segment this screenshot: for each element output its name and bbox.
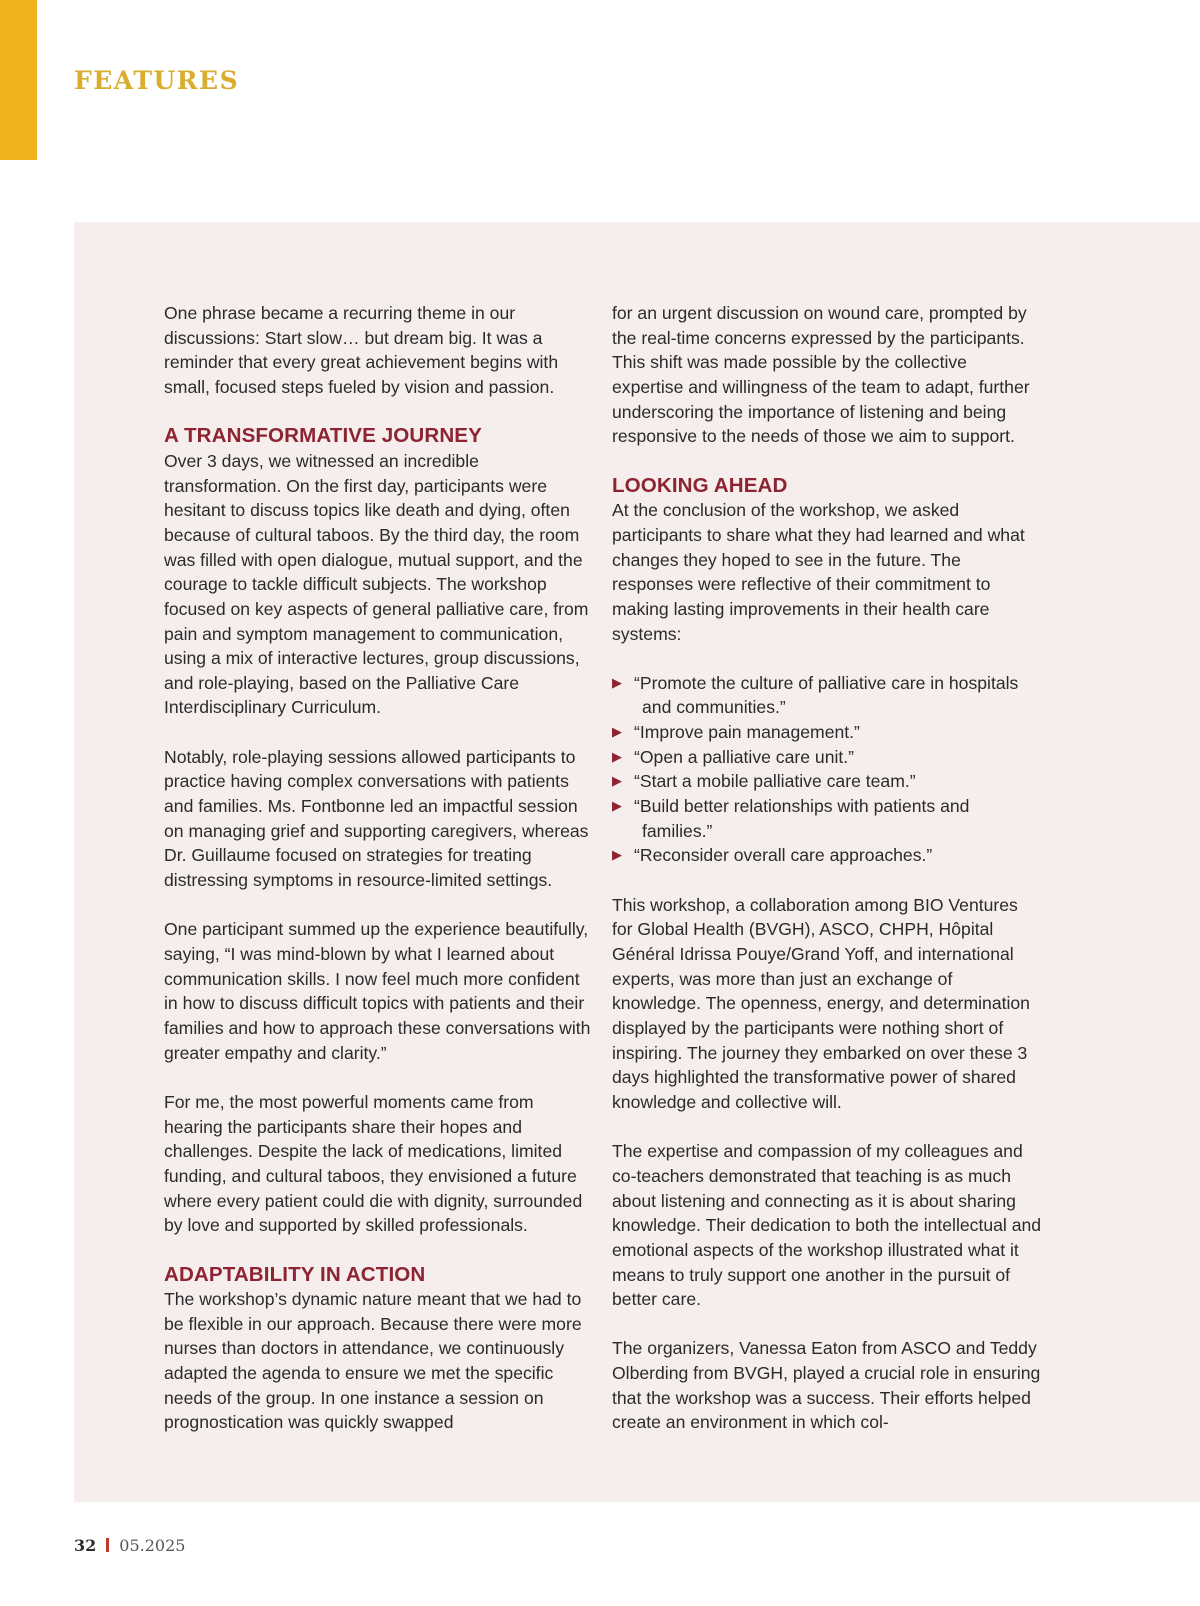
paragraph: The workshop’s dynamic nature meant that we had to be flexible in our approach. Because there were more nurses than doctors in attendance, we continuously adapted the agenda to ensure we met the specific needs of the group. In one instance a session on prognostication was quickly swapped	[164, 1289, 582, 1433]
participant-quotes-list	[612, 671, 1042, 868]
accent-bar	[0, 0, 37, 160]
page-footer	[74, 1536, 185, 1555]
list-item: ▶ “Open a palliative care unit.”	[612, 745, 1042, 770]
footer-divider	[106, 1538, 109, 1552]
paragraph: Over 3 days, we witnessed an incredible transformation. On the first day, participants were hesitant to discuss topics like death and dying, often because of cultural taboos. By the third day, the room was filled with open dialogue, mutual support, and the courage to tackle difficult subjects. The workshop focused on key aspects of general palliative care, from pain and symptom management to communication, using a mix of interactive lectures, group discussions, and role-playing, based on the Palliative Care Interdisciplinary Curriculum.	[164, 450, 589, 718]
list-item: ▶ “Build better relationships with patients and families.”	[612, 796, 970, 841]
triangle-bullet-icon: ▶	[612, 798, 622, 814]
issue-date: 05.2025	[119, 1536, 186, 1555]
paragraph: One participant summed up the experience beautifully, saying, “I was mind-blown by what I learned about communication skills. I now feel much more confident in how to discuss difficult topics with patients and their families and how to approach these conversations with greater empathy and clarity.”	[164, 919, 591, 1063]
paragraph: for an urgent discussion on wound care, prompted by the real-time concerns expressed by the participants. This shift was made possible by the collective expertise and willingness of the team to adapt, further underscoring the importance of listening and being responsive to the needs of those we aim to support.	[612, 303, 1030, 447]
list-item: ▶ “Reconsider overall care approaches.”	[612, 843, 1042, 868]
article-column-left	[164, 301, 596, 1460]
triangle-bullet-icon: ▶	[612, 773, 622, 789]
paragraph: For me, the most powerful moments came from hearing the participants share their hopes and challenges. Despite the lack of medications, limited funding, and cultural taboos, they envisioned a future where every patient could die with dignity, surrounded by love and supported by skilled professionals.	[164, 1091, 583, 1236]
paragraph: One phrase became a recurring theme in our discussions: Start slow… but dream big. It was a reminder that every great achievement begins with small, focused steps fueled by vision and passion.	[164, 303, 559, 397]
triangle-bullet-icon: ▶	[612, 674, 622, 690]
paragraph: Notably, role-playing sessions allowed participants to practice having complex conversations with patients and families. Ms. Fontbonne led an impactful session on managing grief and supporting caregivers, whereas Dr. Guillaume focused on strategies for treating distressing symptoms in resource-limited settings.	[164, 746, 589, 891]
paragraph: This workshop, a collaboration among BIO Ventures for Global Health (BVGH), ASCO, CHPH, Hôpital Général Idrissa Pouye/Grand Yoff, and international experts, was more than just an exchange of knowledge. The openness, energy, and determination displayed by the participants were nothing short of inspiring. The journey they embarked on over these 3 days highlighted the transformative power of shared knowledge and collective will.	[612, 894, 1030, 1112]
section-heading-adaptability: ADAPTABILITY IN ACTION	[164, 1262, 426, 1286]
paragraph: The expertise and compassion of my colleagues and co-teachers demonstrated that teaching is as much about listening and connecting as it is about sharing knowledge. Their dedication to both the intellectual and emotional aspects of the workshop illustrated what it means to truly support one another in the pursuit of better care.	[612, 1141, 1042, 1310]
list-item: ▶ “Improve pain management.”	[612, 720, 1042, 745]
section-heading-transformative-journey: A TRANSFORMATIVE JOURNEY	[164, 424, 482, 448]
triangle-bullet-icon: ▶	[612, 847, 622, 863]
list-item: ▶ “Promote the culture of palliative care in hospitals and communities.”	[612, 672, 1019, 718]
triangle-bullet-icon: ▶	[612, 724, 622, 740]
article-column-right	[612, 301, 1042, 1460]
triangle-bullet-icon: ▶	[612, 748, 622, 764]
paragraph: At the conclusion of the workshop, we asked participants to share what they had learned and what changes they hoped to see in the future. The responses were reflective of their commitment to making lasting improvements in their health care systems:	[612, 500, 1025, 644]
paragraph: The organizers, Vanessa Eaton from ASCO and Teddy Olberding from BVGH, played a crucial role in ensuring that the workshop was a success. Their efforts helped create an environment in which col-	[612, 1338, 1041, 1433]
list-item: ▶ “Start a mobile palliative care team.”	[612, 769, 1042, 794]
section-label: FEATURES	[74, 66, 240, 95]
page-number: 32	[74, 1536, 97, 1555]
section-heading-looking-ahead: LOOKING AHEAD	[612, 473, 788, 497]
